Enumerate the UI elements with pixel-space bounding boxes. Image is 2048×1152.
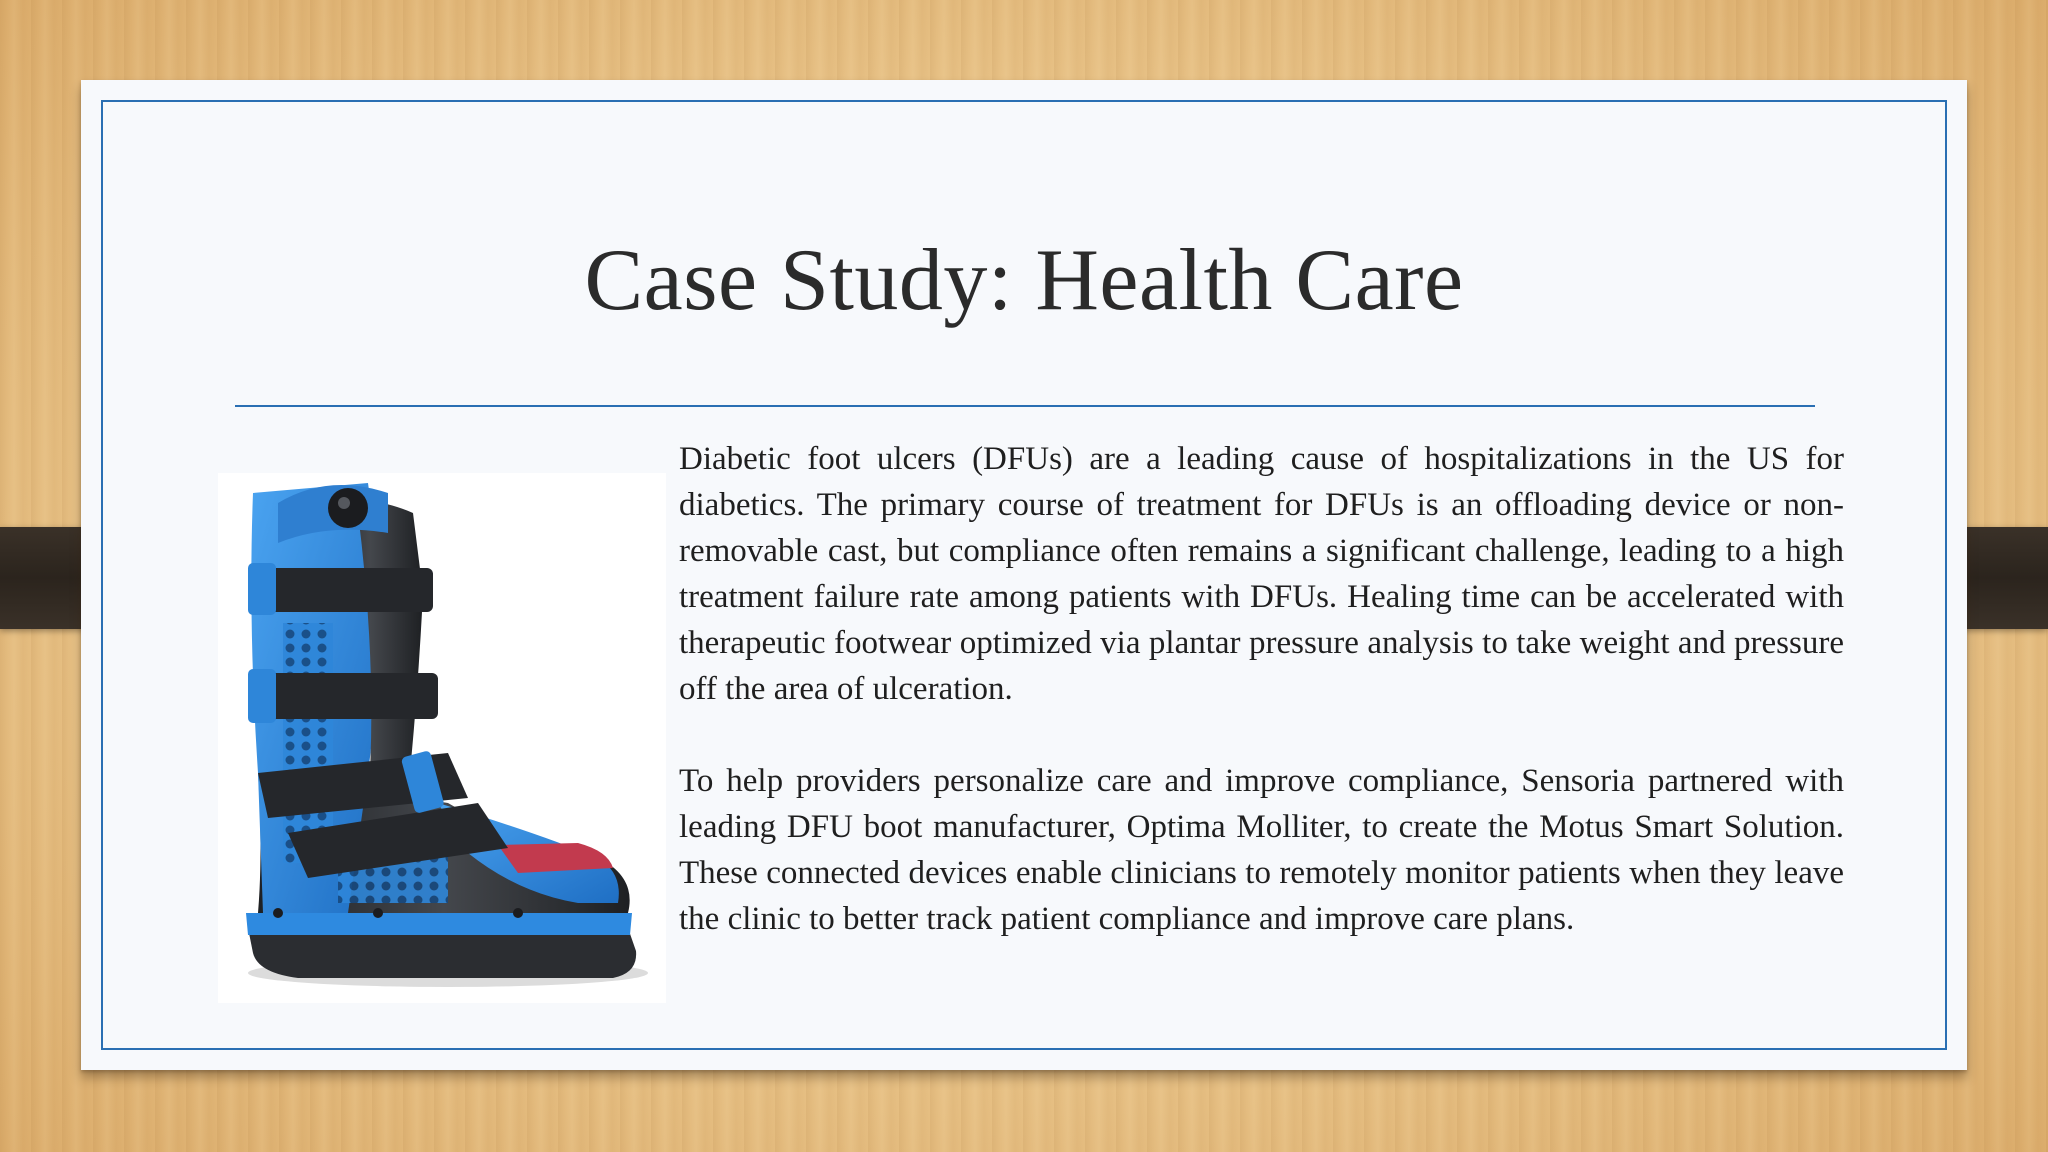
title-divider [235,405,1815,407]
case-study-body [679,436,1844,942]
boot-illustration [218,473,666,1003]
slide-title: Case Study: Health Care [584,232,1464,329]
paragraph-motus-solution: To help providers personalize care and improve compliance, Sensoria partnered with leading DFU boot manufacturer, Optima Molliter, to create the Motus Smart Solution. These connected devices enable clinicians to remotely monitor patients when they leave the clinic to better track patient compliance and improve care plans. [679,763,1844,937]
walker-boot-image [218,473,666,1003]
slide-card [81,80,1967,1070]
paragraph-dfu-problem: Diabetic foot ulcers (DFUs) are a leading cause of hospitalizations in the US for diabetics. The primary course of treatment for DFUs is an offloading device or non-removable cast, but compliance often remains a significant challenge, leading to a high treatment failure rate among patients with DFUs. Healing time can be accelerated with therapeutic footwear optimized via plantar pressure analysis to take weight and pressure off the area of ulceration. [679,441,1844,707]
